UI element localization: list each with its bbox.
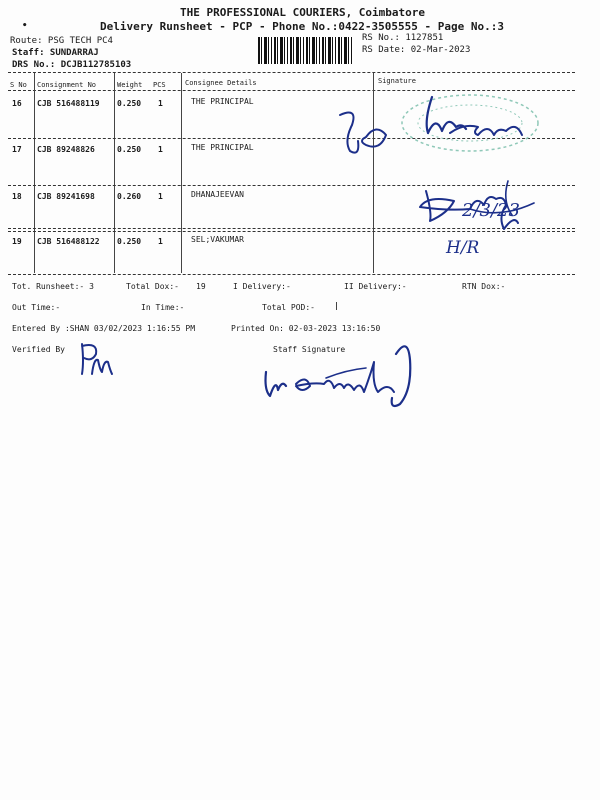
handwritten-date-row18: 2/3/23 [462, 200, 520, 221]
bullet-mark: • [22, 21, 28, 31]
total-pod: Total POD:- [262, 303, 315, 312]
stamp-and-signature-row16-17 [330, 85, 570, 165]
col-header-consignment: Consignment No [37, 81, 97, 89]
staff-label: Staff: SUNDARRAJ [12, 48, 99, 58]
in-time: In Time:- [141, 303, 185, 312]
row-consignee: SEL;VAKUMAR [191, 235, 244, 244]
tick-mark [336, 302, 337, 310]
col-divider [114, 73, 115, 273]
total-dox-value: 19 [196, 282, 206, 291]
col-divider [34, 73, 35, 273]
row-sno: 18 [12, 192, 22, 201]
col-header-sno: S No [10, 81, 27, 89]
route-label: Route: PSG TECH PC4 [10, 36, 113, 46]
tot-runsheet: Tot. Runsheet:- 3 [12, 282, 94, 291]
rs-date: RS Date: 02-Mar-2023 [362, 45, 471, 55]
col-divider [181, 73, 182, 273]
printed-on: Printed On: 02-03-2023 13:16:50 [231, 324, 381, 333]
table-bottom-rule [8, 274, 575, 275]
staff-signature-label: Staff Signature [273, 345, 346, 354]
handwritten-mark-row19: H/R [446, 238, 480, 258]
row-weight: 0.250 [117, 145, 142, 154]
drs-number: DRS No.: DCJB112785103 [12, 60, 132, 70]
runsheet-title: Delivery Runsheet - PCP - Phone No.:0422-3505555 - Page No.:3 [100, 20, 504, 33]
rs-number: RS No.: 1127851 [362, 33, 444, 43]
row-consignment: CJB 516488119 [37, 99, 100, 108]
verified-by-signature [74, 338, 124, 380]
row-weight: 0.260 [117, 192, 142, 201]
row-pcs: 1 [158, 145, 163, 154]
company-title: THE PROFESSIONAL COURIERS, Coimbatore [180, 6, 426, 19]
row-weight: 0.250 [117, 99, 142, 108]
row-consignment: CJB 89241698 [37, 192, 95, 201]
barcode [258, 37, 354, 64]
col-header-pcs: PCS [153, 81, 166, 89]
out-time: Out Time:- [12, 303, 61, 312]
row-consignee: THE PRINCIPAL [191, 143, 254, 152]
ii-delivery: II Delivery:- [344, 282, 407, 291]
rtn-dox: RTN Dox:- [462, 282, 506, 291]
row-consignment: CJB 89248826 [37, 145, 95, 154]
row-pcs: 1 [158, 99, 163, 108]
row-consignment: CJB 516488122 [37, 237, 100, 246]
row-pcs: 1 [158, 192, 163, 201]
row-consignee: THE PRINCIPAL [191, 97, 254, 106]
i-delivery: I Delivery:- [233, 282, 291, 291]
row-weight: 0.250 [117, 237, 142, 246]
table-top-rule [8, 72, 575, 73]
col-header-weight: Weight [117, 81, 143, 89]
col-header-signature: Signature [378, 77, 416, 85]
total-dox-label: Total Dox:- [126, 282, 179, 291]
verified-by-label: Verified By [12, 345, 65, 354]
row-pcs: 1 [158, 237, 163, 246]
row-sno: 17 [12, 145, 22, 154]
row-consignee: DHANAJEEVAN [191, 190, 244, 199]
row-sno: 16 [12, 99, 22, 108]
entered-by: Entered By :SHAN 03/02/2023 1:16:55 PM [12, 324, 196, 333]
row-sno: 19 [12, 237, 22, 246]
staff-signature [256, 340, 446, 422]
col-header-consignee: Consignee Details [185, 79, 257, 87]
